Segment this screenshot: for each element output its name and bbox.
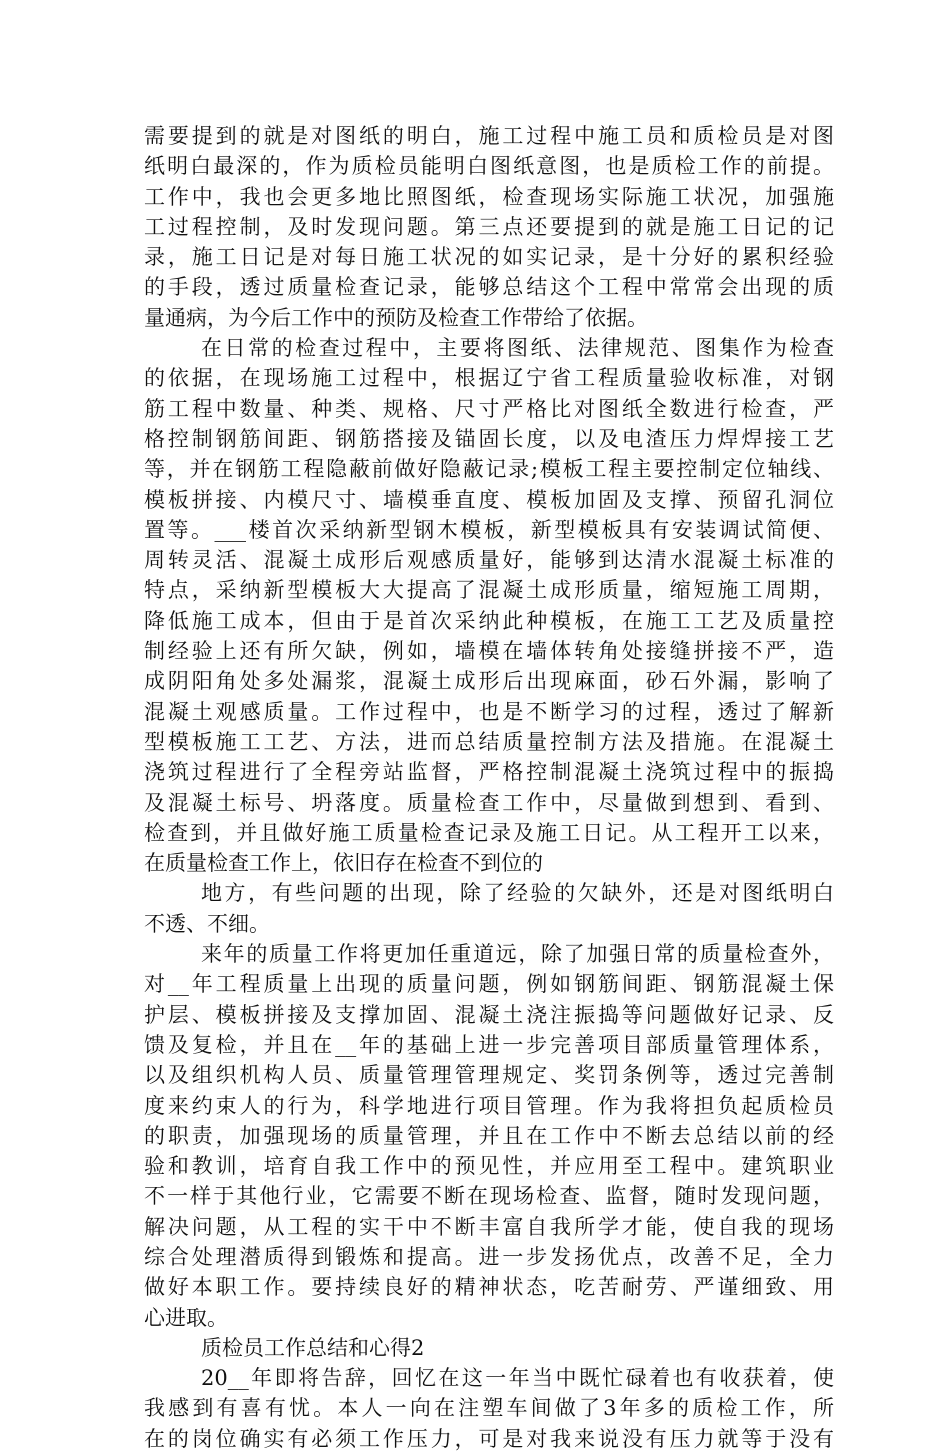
text-line: 护层、模板拼接及支撑加固、混凝土浇注振捣等问题做好记录、反 bbox=[144, 1002, 834, 1027]
text-line: 的职责，加强现场的质量管理，并且在工作中不断去总结以前的经 bbox=[144, 1123, 834, 1148]
text-line: 筋工程中数量、种类、规格、尺寸严格比对图纸全数进行检查，严 bbox=[144, 396, 834, 421]
text-line: 做好本职工作。要持续良好的精神状态，吃苦耐劳、严谨细致、用 bbox=[144, 1275, 834, 1300]
text-line: 录，施工日记是对每日施工状况的如实记录，是十分好的累积经验 bbox=[144, 245, 834, 270]
text-line: 需要提到的就是对图纸的明白，施工过程中施工员和质检员是对图 bbox=[144, 124, 834, 148]
text-line: 在质量检查工作上，依旧存在检查不到位的 bbox=[144, 851, 543, 876]
paragraph-first-line: 20__年即将告辞，回忆在这一年当中既忙碌着也有收获着，使 bbox=[201, 1366, 834, 1391]
text-line: 度来约束人的行为，科学地进行项目管理。作为我将担负起质检员 bbox=[144, 1093, 834, 1118]
text-line: 纸明白最深的，作为质检员能明白图纸意图，也是质检工作的前提。 bbox=[144, 154, 834, 179]
section-heading: 质检员工作总结和心得2 bbox=[201, 1335, 425, 1360]
text-line: 综合处理潜质得到锻炼和提高。进一步发扬优点，改善不足，全力 bbox=[144, 1244, 834, 1269]
text-line: 馈及复检，并且在__年的基础上进一步完善项目部质量管理体系， bbox=[144, 1032, 834, 1057]
paragraph-first-line: 来年的质量工作将更加任重道远，除了加强日常的质量检查外， bbox=[201, 942, 834, 967]
text-line: 等，并在钢筋工程隐蔽前做好隐蔽记录;模板工程主要控制定位轴线、 bbox=[144, 457, 834, 482]
text-line: 特点，采纳新型模板大大提高了混凝土成形质量，缩短施工周期， bbox=[144, 578, 834, 603]
text-line: 制经验上还有所欠缺，例如，墙模在墙体转角处接缝拼接不严，造 bbox=[144, 639, 834, 664]
text-line: 成阴阳角处多处漏浆，混凝土成形后出现麻面，砂石外漏，影响了 bbox=[144, 669, 834, 694]
paragraph-first-line: 在日常的检查过程中，主要将图纸、法律规范、图集作为检查 bbox=[201, 336, 834, 361]
text-line: 以及组织机构人员、质量管理管理规定、奖罚条例等，透过完善制 bbox=[144, 1063, 834, 1088]
text-line: 不一样于其他行业，它需要不断在现场检查、监督，随时发现问题， bbox=[144, 1184, 834, 1209]
text-line: 模板拼接、内模尺寸、墙模垂直度、模板加固及支撑、预留孔洞位 bbox=[144, 487, 834, 512]
document-body bbox=[144, 121, 834, 1454]
text-line: 工过程控制，及时发现问题。第三点还要提到的就是施工日记的记 bbox=[144, 214, 834, 239]
text-line: 及混凝土标号、坍落度。质量检查工作中，尽量做到想到、看到、 bbox=[144, 790, 834, 815]
text-line: 对__年工程质量上出现的质量问题，例如钢筋间距、钢筋混凝土保 bbox=[144, 972, 834, 997]
text-line: 工作中，我也会更多地比照图纸，检查现场实际施工状况，加强施 bbox=[144, 184, 834, 209]
text-line: 不透、不细。 bbox=[144, 911, 270, 936]
text-line: 检查到，并且做好施工质量检查记录及施工日记。从工程开工以来， bbox=[144, 820, 834, 845]
text-line: 降低施工成本，但由于是首次采纳此种模板，在施工工艺及质量控 bbox=[144, 608, 834, 633]
text-line: 周转灵活、混凝土成形后观感质量好，能够到达清水混凝土标准的 bbox=[144, 548, 834, 573]
text-line: 浇筑过程进行了全程旁站监督，严格控制混凝土浇筑过程中的振捣 bbox=[144, 760, 834, 785]
text-line: 验和教训，培育自我工作中的预见性，并应用至工程中。建筑职业 bbox=[144, 1154, 834, 1179]
text-line: 型模板施工工艺、方法，进而总结质量控制方法及措施。在混凝土 bbox=[144, 729, 834, 754]
text-line: 的手段，透过质量检查记录，能够总结这个工程中常常会出现的质 bbox=[144, 275, 834, 300]
text-line: 混凝土观感质量。工作过程中，也是不断学习的过程，透过了解新 bbox=[144, 699, 834, 724]
text-line: 我感到有喜有忧。本人一向在注塑车间做了3年多的质检工作，所 bbox=[144, 1396, 834, 1421]
text-line: 心进取。 bbox=[144, 1305, 228, 1330]
text-line: 在的岗位确实有必须工作压力，可是对我来说没有压力就等于没有 bbox=[144, 1426, 834, 1451]
paragraph-first-line: 地方，有些问题的出现，除了经验的欠缺外，还是对图纸明白 bbox=[201, 881, 834, 906]
text-line: 置等。___楼首次采纳新型钢木模板，新型模板具有安装调试简便、 bbox=[144, 517, 834, 542]
text-line: 的依据，在现场施工过程中，根据辽宁省工程质量验收标准，对钢 bbox=[144, 366, 834, 391]
text-line: 解决问题，从工程的实干中不断丰富自我所学才能，使自我的现场 bbox=[144, 1214, 834, 1239]
text-line: 量通病，为今后工作中的预防及检查工作带给了依据。 bbox=[144, 305, 648, 330]
text-line: 格控制钢筋间距、钢筋搭接及锚固长度，以及电渣压力焊焊接工艺 bbox=[144, 426, 834, 451]
